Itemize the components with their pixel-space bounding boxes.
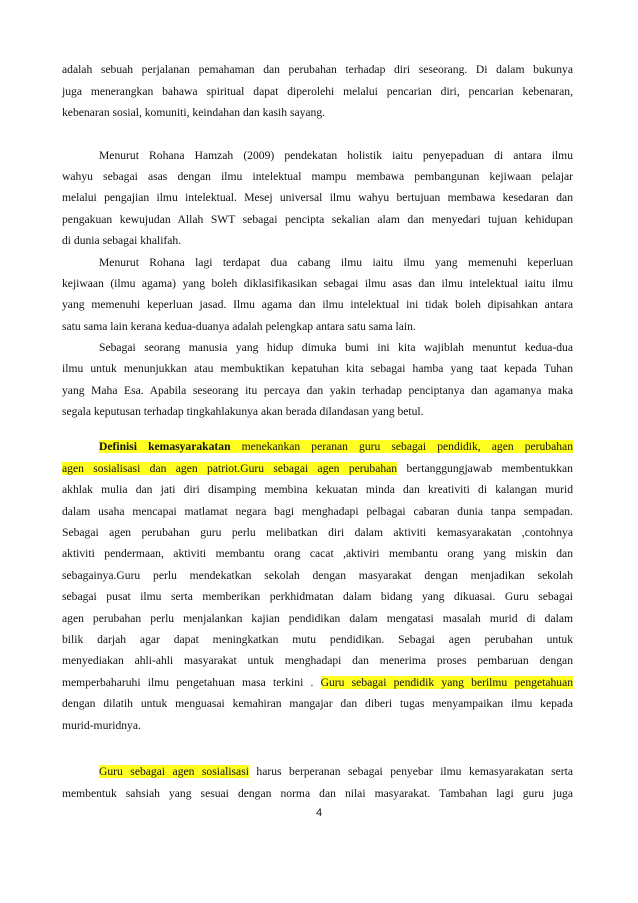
paragraph-5-line: [99, 439, 573, 455]
text-part: bertanggungjawab membentukkan: [397, 462, 573, 475]
paragraph-5-line: bilik darjah agar dapat meningkatkan mutu pendidikan. Sebagai agen perubahan untuk: [62, 633, 573, 646]
paragraph-2-line: pengakuan kewujudan Allah SWT sebagai pencipta sekalian alam dan menyedari tujuan kehidupan: [62, 213, 573, 226]
text-part: memperbaharuhi ilmu pengetahuan masa terkini .: [62, 676, 321, 689]
paragraph-6-line: membentuk sahsiah yang sesuai dengan norma dan nilai masyarakat. Tambahan lagi guru juga: [62, 787, 573, 800]
highlighted-text: [99, 440, 573, 453]
paragraph-4-line: yang Maha Esa. Apabila seseorang itu percaya dan yakin terhadap penciptanya dan agamanya maka: [62, 384, 573, 397]
paragraph-3-line: yang memenuhi keperluan jasad. Ilmu agama dan ilmu intelektual ini tidak boleh dipisahkan antara: [62, 298, 573, 311]
highlighted-text: Guru sebagai agen sosialisasi: [99, 765, 249, 778]
paragraph-5-line: Sebagai agen perubahan guru perlu melibatkan diri dalam aktiviti kemasyarakatan ,contohnya: [62, 526, 573, 539]
text-part: harus berperanan sebagai penyebar ilmu kemasyarakatan serta: [248, 765, 573, 778]
paragraph-5-line: menyediakan ahli-ahli masyarakat untuk menghadapi dan menerima proses pembaruan dengan: [62, 654, 573, 667]
page-number: 4: [315, 807, 323, 819]
highlighted-text-part: menekankan peranan guru sebagai pendidik, agen perubahan: [230, 440, 573, 453]
paragraph-5-line: dalam usaha mencapai matlamat negara bagi menghadapi pelbagai cabaran dunia tanpa sempadan.: [62, 505, 573, 518]
paragraph-4-line: Sebagai seorang manusia yang hidup dimuka bumi ini kita wajiblah menuntut kedua-dua: [99, 341, 573, 354]
paragraph-2-line: wahyu sebagai asas dengan ilmu intelektual mampu membawa pembangunan kejiwaan pelajar: [62, 170, 573, 183]
paragraph-5-line: dengan dilatih untuk menguasai kemahiran mangajar dan diberi tugas menyampaikan ilmu kepada: [62, 697, 573, 710]
paragraph-1-line: juga menerangkan bahawa spiritual dapat diperolehi melalui pencarian diri, pencarian kebenaran,: [62, 85, 573, 98]
definition-term: Definisi kemasyarakatan: [99, 440, 231, 453]
paragraph-5-line: [62, 461, 573, 477]
paragraph-4-line: segala keputusan terhadap tingkahlakunya akan berada dilandasan yang betul.: [62, 405, 424, 418]
paragraph-5-line: murid-muridnya.: [62, 719, 141, 732]
paragraph-2-line: di dunia sebagai khalifah.: [62, 234, 182, 247]
paragraph-5-line: akhlak mulia dan jati diri disamping membina kekuatan minda dan kreativiti di kalangan murid: [62, 483, 573, 496]
highlighted-text: agen sosialisasi dan agen patriot.Guru sebagai agen perubahan: [62, 462, 398, 475]
highlighted-text: Guru sebagai pendidik yang berilmu pengetahuan: [320, 676, 574, 689]
paragraph-2-line: melalui pengajian ilmu intelektual. Mesej universal ilmu wahyu bertujuan membawa kesedaran dan: [62, 191, 573, 204]
paragraph-2-line: Menurut Rohana Hamzah (2009) pendekatan holistik iaitu penyepaduan di antara ilmu: [99, 149, 573, 162]
paragraph-5-line: sebagai pusat ilmu serta memberikan perkhidmatan dalam bidang yang dikuasai. Guru sebagai: [62, 590, 573, 603]
paragraph-3-line: kejiwaan (ilmu agama) yang boleh diklasifikasikan sebagai ilmu asas dan ilmu intelektual iaitu ilmu: [62, 277, 573, 290]
paragraph-3-line: Menurut Rohana lagi terdapat dua cabang ilmu iaitu ilmu yang memenuhi keperluan: [99, 256, 573, 269]
paragraph-5-line: sebagainya.Guru perlu mendekatkan sekolah dengan masyarakat dengan menjadikan sekolah: [62, 569, 573, 582]
paragraph-1-line: kebenaran sosial, komuniti, keindahan dan kasih sayang.: [62, 106, 326, 119]
paragraph-4-line: ilmu untuk menunjukkan atau membuktikan kepatuhan kita sebagai hamba yang taat kepada Tuhan: [62, 362, 573, 375]
paragraph-5-line: [62, 675, 573, 691]
paragraph-5-line: aktiviti pendermaan, aktiviti membantu orang cacat ,aktiviri membantu orang yang miskin dan: [62, 547, 573, 560]
paragraph-5-line: agen perubahan perlu menjalankan kajian pendidikan dalam mengatasi masalah murid di dalam: [62, 612, 573, 625]
paragraph-6-line: [99, 764, 573, 780]
paragraph-1-line: adalah sebuah perjalanan pemahaman dan perubahan terhadap diri seseorang. Di dalam bukunya: [62, 63, 573, 76]
paragraph-3-line: satu sama lain kerana kedua-duanya adalah pelengkap antara satu sama lain.: [62, 320, 416, 333]
